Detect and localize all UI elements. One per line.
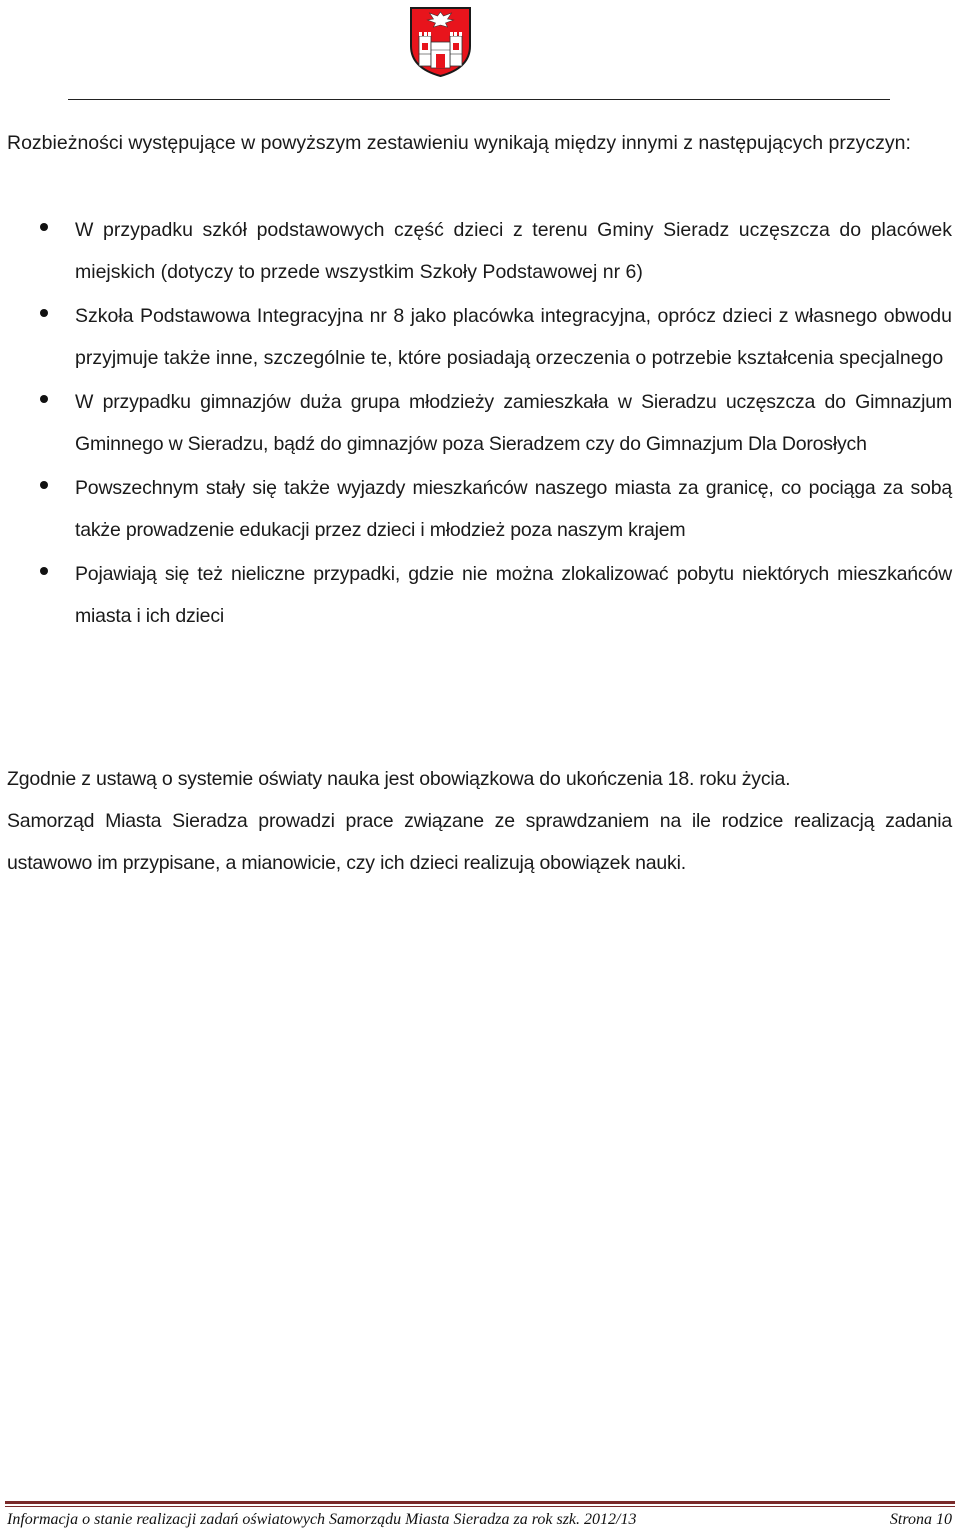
bullet-icon xyxy=(40,567,48,575)
list-item xyxy=(0,295,960,379)
list-item xyxy=(0,553,960,637)
list-item-text: W przypadku gimnazjów duża grupa młodzieży zamieszkała w Sieradzu uczęszcza do Gimnazjum Gminnego w Sieradzu, bądź do gimnazjów poza Sieradzem czy do Gimnazjum Dla Dorosłych xyxy=(75,391,952,455)
footer-divider xyxy=(5,1501,955,1504)
compulsory-education-paragraph: Zgodnie z ustawą o systemie oświaty nauka jest obowiązkowa do ukończenia 18. roku życia. xyxy=(7,768,791,790)
list-item-text: Powszechnym stały się także wyjazdy mieszkańców naszego miasta za granicę, co pociąga za sobą także prowadzenie edukacji przez dzieci i młodzież poza naszym krajem xyxy=(75,477,952,541)
reasons-list xyxy=(0,209,960,639)
list-item xyxy=(0,467,960,551)
city-coat-of-arms-icon xyxy=(409,6,472,78)
footer-divider-thin xyxy=(5,1506,955,1507)
header-divider xyxy=(68,99,890,100)
bullet-icon xyxy=(40,309,48,317)
list-item-text: W przypadku szkół podstawowych część dzieci z terenu Gminy Sieradz uczęszcza do placówek miejskich (dotyczy to przede wszystkim Szkoły Podstawowej nr 6) xyxy=(75,219,952,283)
list-item-text: Pojawiają się też nieliczne przypadki, gdzie nie można zlokalizować pobytu niektórych mieszkańców miasta i ich dzieci xyxy=(75,563,952,627)
list-item xyxy=(0,381,960,465)
intro-paragraph: Rozbieżności występujące w powyższym zestawieniu wynikają między innymi z następujących przyczyn: xyxy=(7,132,911,154)
list-item-text: Szkoła Podstawowa Integracyjna nr 8 jako placówka integracyjna, oprócz dzieci z własnego obwodu przyjmuje także inne, szczególnie te, które posiadają orzeczenia o potrzebie kształcenia specjalnego xyxy=(75,305,952,369)
page-number: Strona 10 xyxy=(889,1511,952,1528)
bullet-icon xyxy=(40,395,48,403)
footer-document-title: Informacja o stanie realizacji zadań oświatowych Samorządu Miasta Sieradza za rok szk. 2012/13 xyxy=(7,1511,637,1528)
monitoring-paragraph: Samorząd Miasta Sieradza prowadzi prace związane ze sprawdzaniem na ile rodzice realizacją zadania ustawowo im przypisane, a mianowicie, czy ich dzieci realizują obowiązek nauki. xyxy=(7,810,952,874)
list-item xyxy=(0,209,960,293)
page-footer xyxy=(7,1510,952,1530)
bullet-icon xyxy=(40,223,48,231)
bullet-icon xyxy=(40,481,48,489)
